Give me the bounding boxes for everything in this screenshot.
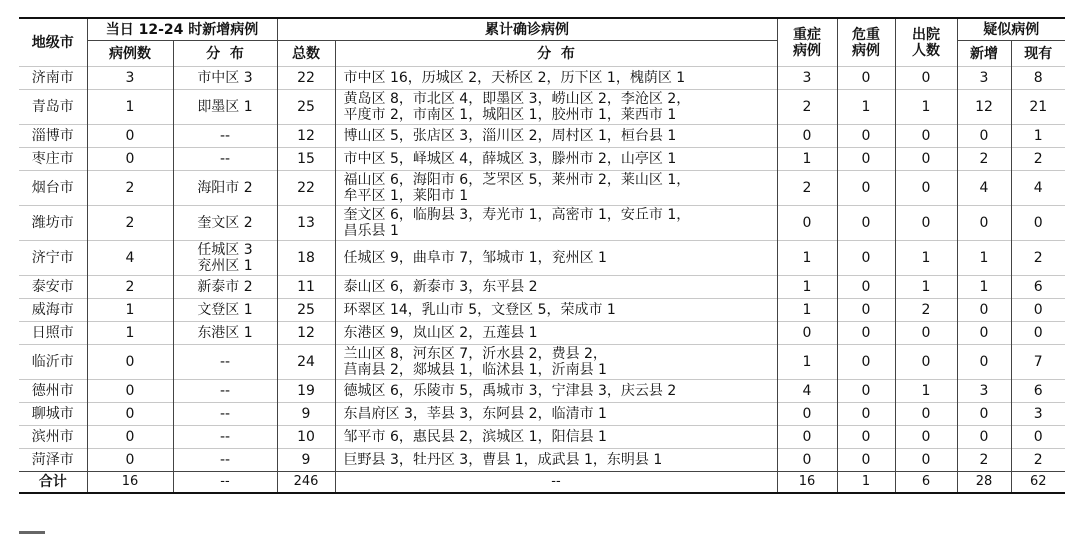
cum-total-cell: 13 [277, 206, 335, 241]
table-row [19, 206, 1065, 241]
critical-cell: 0 [837, 206, 895, 241]
new-dist-cell [173, 171, 277, 206]
cum-dist-cell [335, 380, 777, 403]
discharged-cell: 1 [895, 380, 957, 403]
cum-dist-cell-line: 巨野县 3，牡丹区 3，曹县 1，成武县 1，东明县 1 [343, 452, 663, 468]
cum-total-cell: 22 [277, 171, 335, 206]
header-new-group: 当日 12-24 时新增病例 [87, 18, 277, 41]
table-row [19, 276, 1065, 299]
new-dist-cell [173, 345, 277, 380]
new-dist-cell [173, 322, 277, 345]
discharged-cell: 0 [895, 67, 957, 90]
new-dist-cell [173, 276, 277, 299]
cum-total-cell: 22 [277, 67, 335, 90]
suspect-new-cell: 0 [957, 299, 1011, 322]
new-count-cell: 0 [87, 380, 173, 403]
suspect-new-cell: 0 [957, 403, 1011, 426]
discharged-cell: 1 [895, 90, 957, 125]
cum-dist-cell [335, 403, 777, 426]
suspect-now-cell: 7 [1011, 345, 1065, 380]
suspect-new-cell: 4 [957, 171, 1011, 206]
cum-dist-cell [335, 90, 777, 125]
critical-cell: 0 [837, 449, 895, 472]
new-dist-cell [173, 449, 277, 472]
severe-cell: 0 [777, 206, 837, 241]
critical-cell: 0 [837, 241, 895, 276]
discharged-cell: 0 [895, 125, 957, 148]
new-count-cell: 1 [87, 322, 173, 345]
suspect-now-cell: 3 [1011, 403, 1065, 426]
suspect-now-cell: 0 [1011, 426, 1065, 449]
new-count-cell: 0 [87, 426, 173, 449]
severe-cell: 0 [777, 403, 837, 426]
header-severe [777, 18, 837, 67]
severe-cell: 1 [777, 345, 837, 380]
new-dist-cell-line: -- [219, 354, 231, 370]
table-row [19, 148, 1065, 171]
total-cum-cell: 246 [277, 472, 335, 494]
discharged-cell: 0 [895, 426, 957, 449]
cum-dist-cell-line: 市中区 16，历城区 2，天桥区 2，历下区 1，槐荫区 1 [343, 70, 686, 86]
total-severe-cell: 16 [777, 472, 837, 494]
suspect-now-cell: 6 [1011, 380, 1065, 403]
total-dist-cell: -- [335, 472, 777, 494]
critical-cell: 0 [837, 125, 895, 148]
suspect-now-cell: 2 [1011, 148, 1065, 171]
discharged-cell: 1 [895, 276, 957, 299]
new-dist-cell-line: 即墨区 1 [197, 99, 253, 115]
cum-total-cell: 19 [277, 380, 335, 403]
new-dist-cell-line: 东港区 1 [197, 325, 253, 341]
table-row [19, 241, 1065, 276]
cum-dist-cell [335, 426, 777, 449]
discharged-cell: 1 [895, 241, 957, 276]
severe-cell: 2 [777, 171, 837, 206]
suspect-new-cell: 0 [957, 125, 1011, 148]
suspect-new-cell: 2 [957, 148, 1011, 171]
city-cell: 泰安市 [19, 276, 87, 299]
total-discharged-cell: 6 [895, 472, 957, 494]
new-count-cell: 0 [87, 449, 173, 472]
total-suspect-new-cell: 28 [957, 472, 1011, 494]
cum-dist-cell-line: 博山区 5，张店区 3，淄川区 2，周村区 1，桓台县 1 [343, 128, 677, 144]
header-new-count: 病例数 [87, 41, 173, 67]
cum-total-cell: 9 [277, 403, 335, 426]
suspect-now-cell: 8 [1011, 67, 1065, 90]
cum-dist-cell-line: 德城区 6，乐陵市 5，禹城市 3，宁津县 3，庆云县 2 [343, 383, 677, 399]
new-dist-cell-line: 文登区 1 [197, 302, 253, 318]
cum-dist-cell-line: 东港区 9，岚山区 2，五莲县 1 [343, 325, 538, 341]
cum-total-cell: 25 [277, 90, 335, 125]
cum-total-cell: 15 [277, 148, 335, 171]
cum-total-cell: 10 [277, 426, 335, 449]
cum-dist-cell-line: 东昌府区 3，莘县 3，东阿县 2，临清市 1 [343, 406, 607, 422]
new-count-cell: 0 [87, 345, 173, 380]
header-new-dist: 分 布 [173, 41, 277, 67]
severe-cell: 3 [777, 67, 837, 90]
discharged-cell: 0 [895, 322, 957, 345]
table-row [19, 67, 1065, 90]
suspect-now-cell: 6 [1011, 276, 1065, 299]
severe-cell: 1 [777, 276, 837, 299]
city-cell: 烟台市 [19, 171, 87, 206]
severe-cell: 0 [777, 449, 837, 472]
cum-dist-cell [335, 276, 777, 299]
total-new-dist-cell: -- [173, 472, 277, 494]
header-critical-text: 危重病例 [852, 26, 880, 59]
cum-dist-cell-line: 莒南县 2，郯城县 1，临沭县 1，沂南县 1 [343, 362, 607, 378]
cum-dist-cell [335, 322, 777, 345]
new-count-cell: 2 [87, 276, 173, 299]
new-count-cell: 1 [87, 90, 173, 125]
severe-cell: 1 [777, 241, 837, 276]
discharged-cell: 0 [895, 403, 957, 426]
new-dist-cell [173, 299, 277, 322]
cum-dist-cell [335, 299, 777, 322]
cum-total-cell: 11 [277, 276, 335, 299]
new-dist-cell [173, 403, 277, 426]
suspect-now-cell: 2 [1011, 449, 1065, 472]
covid-case-table [19, 17, 1065, 494]
header-discharged [895, 18, 957, 67]
suspect-new-cell: 0 [957, 345, 1011, 380]
critical-cell: 0 [837, 322, 895, 345]
total-suspect-now-cell: 62 [1011, 472, 1065, 494]
city-cell: 德州市 [19, 380, 87, 403]
discharged-cell: 0 [895, 449, 957, 472]
table-row [19, 380, 1065, 403]
discharged-cell: 0 [895, 148, 957, 171]
suspect-new-cell: 2 [957, 449, 1011, 472]
new-dist-cell-line: -- [219, 151, 231, 167]
suspect-now-cell: 0 [1011, 322, 1065, 345]
city-cell: 日照市 [19, 322, 87, 345]
discharged-cell: 0 [895, 171, 957, 206]
new-count-cell: 2 [87, 206, 173, 241]
total-label-cell: 合计 [19, 472, 87, 494]
discharged-cell: 2 [895, 299, 957, 322]
critical-cell: 0 [837, 148, 895, 171]
suspect-now-cell: 2 [1011, 241, 1065, 276]
header-discharged-text: 出院人数 [912, 26, 940, 59]
cum-total-cell: 12 [277, 322, 335, 345]
cum-dist-cell [335, 241, 777, 276]
suspect-new-cell: 1 [957, 241, 1011, 276]
new-count-cell: 1 [87, 299, 173, 322]
cum-dist-cell [335, 449, 777, 472]
cum-dist-cell [335, 148, 777, 171]
critical-cell: 0 [837, 171, 895, 206]
cum-dist-cell-line: 牟平区 1，莱阳市 1 [343, 188, 469, 204]
header-severe-text: 重症病例 [793, 26, 821, 59]
suspect-now-cell: 0 [1011, 299, 1065, 322]
new-dist-cell-line: 市中区 3 [197, 70, 253, 86]
total-row [19, 472, 1065, 494]
discharged-cell: 0 [895, 345, 957, 380]
city-cell: 潍坊市 [19, 206, 87, 241]
critical-cell: 0 [837, 426, 895, 449]
cum-total-cell: 12 [277, 125, 335, 148]
suspect-new-cell: 3 [957, 380, 1011, 403]
new-dist-cell-line: 兖州区 1 [197, 258, 253, 274]
city-cell: 济南市 [19, 67, 87, 90]
suspect-new-cell: 12 [957, 90, 1011, 125]
critical-cell: 0 [837, 299, 895, 322]
suspect-new-cell: 0 [957, 206, 1011, 241]
city-cell: 青岛市 [19, 90, 87, 125]
header-suspect-new: 新增 [957, 41, 1011, 67]
cum-dist-cell [335, 206, 777, 241]
severe-cell: 1 [777, 299, 837, 322]
table-row [19, 403, 1065, 426]
new-dist-cell [173, 148, 277, 171]
cum-dist-cell-line: 邹平市 6，惠民县 2，滨城区 1，阳信县 1 [343, 429, 607, 445]
header-suspect-group: 疑似病例 [957, 18, 1065, 41]
new-dist-cell [173, 241, 277, 276]
new-dist-cell-line: -- [219, 128, 231, 144]
cum-dist-cell-line: 泰山区 6，新泰市 3，东平县 2 [343, 279, 538, 295]
header-city: 地级市 [19, 18, 87, 67]
critical-cell: 0 [837, 345, 895, 380]
suspect-new-cell: 1 [957, 276, 1011, 299]
cum-dist-cell-line: 福山区 6，海阳市 6，芝罘区 5，莱州市 2，莱山区 1， [343, 172, 691, 188]
cum-dist-cell [335, 171, 777, 206]
city-cell: 枣庄市 [19, 148, 87, 171]
critical-cell: 1 [837, 90, 895, 125]
table-row [19, 90, 1065, 125]
city-cell: 菏泽市 [19, 449, 87, 472]
new-count-cell: 0 [87, 125, 173, 148]
table-row [19, 322, 1065, 345]
new-dist-cell-line: 任城区 3 [197, 242, 253, 258]
new-count-cell: 4 [87, 241, 173, 276]
severe-cell: 0 [777, 426, 837, 449]
new-dist-cell-line: -- [219, 383, 231, 399]
cum-dist-cell [335, 67, 777, 90]
suspect-new-cell: 0 [957, 426, 1011, 449]
severe-cell: 4 [777, 380, 837, 403]
suspect-now-cell: 21 [1011, 90, 1065, 125]
cum-dist-cell [335, 345, 777, 380]
new-count-cell: 0 [87, 403, 173, 426]
cum-dist-cell-line: 黄岛区 8，市北区 4，即墨区 3，崂山区 2，李沧区 2， [343, 91, 691, 107]
critical-cell: 0 [837, 403, 895, 426]
header-cum-dist: 分 布 [335, 41, 777, 67]
total-critical-cell: 1 [837, 472, 895, 494]
city-cell: 聊城市 [19, 403, 87, 426]
critical-cell: 0 [837, 380, 895, 403]
cum-dist-cell-line: 环翠区 14，乳山市 5，文登区 5，荣成市 1 [343, 302, 616, 318]
suspect-new-cell: 3 [957, 67, 1011, 90]
table-row [19, 171, 1065, 206]
new-dist-cell-line: 海阳市 2 [197, 180, 253, 196]
discharged-cell: 0 [895, 206, 957, 241]
critical-cell: 0 [837, 276, 895, 299]
new-count-cell: 3 [87, 67, 173, 90]
cum-dist-cell-line: 奎文区 6，临朐县 3，寿光市 1，高密市 1，安丘市 1， [343, 207, 691, 223]
city-cell: 滨州市 [19, 426, 87, 449]
new-count-cell: 0 [87, 148, 173, 171]
severe-cell: 2 [777, 90, 837, 125]
new-dist-cell [173, 426, 277, 449]
suspect-new-cell: 0 [957, 322, 1011, 345]
severe-cell: 0 [777, 322, 837, 345]
new-dist-cell-line: 新泰市 2 [197, 279, 253, 295]
cum-dist-cell-line: 市中区 5，峄城区 4，薛城区 3，滕州市 2，山亭区 1 [343, 151, 677, 167]
new-dist-cell [173, 90, 277, 125]
table-row [19, 299, 1065, 322]
header-cum-total: 总数 [277, 41, 335, 67]
suspect-now-cell: 0 [1011, 206, 1065, 241]
suspect-now-cell: 1 [1011, 125, 1065, 148]
header-critical [837, 18, 895, 67]
header-cumulative-group: 累计确诊病例 [277, 18, 777, 41]
cum-dist-cell-line: 平度市 2，市南区 1，城阳区 1，胶州市 1，莱西市 1 [343, 107, 677, 123]
new-dist-cell [173, 67, 277, 90]
new-dist-cell-line: -- [219, 406, 231, 422]
new-dist-cell [173, 206, 277, 241]
table-row [19, 426, 1065, 449]
severe-cell: 1 [777, 148, 837, 171]
suspect-now-cell: 4 [1011, 171, 1065, 206]
cum-dist-cell [335, 125, 777, 148]
city-cell: 临沂市 [19, 345, 87, 380]
cum-total-cell: 9 [277, 449, 335, 472]
new-dist-cell-line: -- [219, 452, 231, 468]
table-row [19, 449, 1065, 472]
new-dist-cell [173, 380, 277, 403]
header-suspect-now: 现有 [1011, 41, 1065, 67]
new-dist-cell-line: -- [219, 429, 231, 445]
critical-cell: 0 [837, 67, 895, 90]
cum-total-cell: 25 [277, 299, 335, 322]
city-cell: 淄博市 [19, 125, 87, 148]
total-new-cell: 16 [87, 472, 173, 494]
city-cell: 威海市 [19, 299, 87, 322]
new-count-cell: 2 [87, 171, 173, 206]
city-cell: 济宁市 [19, 241, 87, 276]
cum-total-cell: 18 [277, 241, 335, 276]
new-dist-cell [173, 125, 277, 148]
table-row [19, 125, 1065, 148]
new-dist-cell-line: 奎文区 2 [197, 215, 253, 231]
cum-dist-cell-line: 任城区 9，曲阜市 7，邹城市 1，兖州区 1 [343, 250, 607, 266]
table-body [19, 67, 1065, 494]
severe-cell: 0 [777, 125, 837, 148]
table-row [19, 345, 1065, 380]
cum-total-cell: 24 [277, 345, 335, 380]
cum-dist-cell-line: 兰山区 8，河东区 7，沂水县 2，费县 2， [343, 346, 607, 362]
cum-dist-cell-line: 昌乐县 1 [343, 223, 399, 239]
